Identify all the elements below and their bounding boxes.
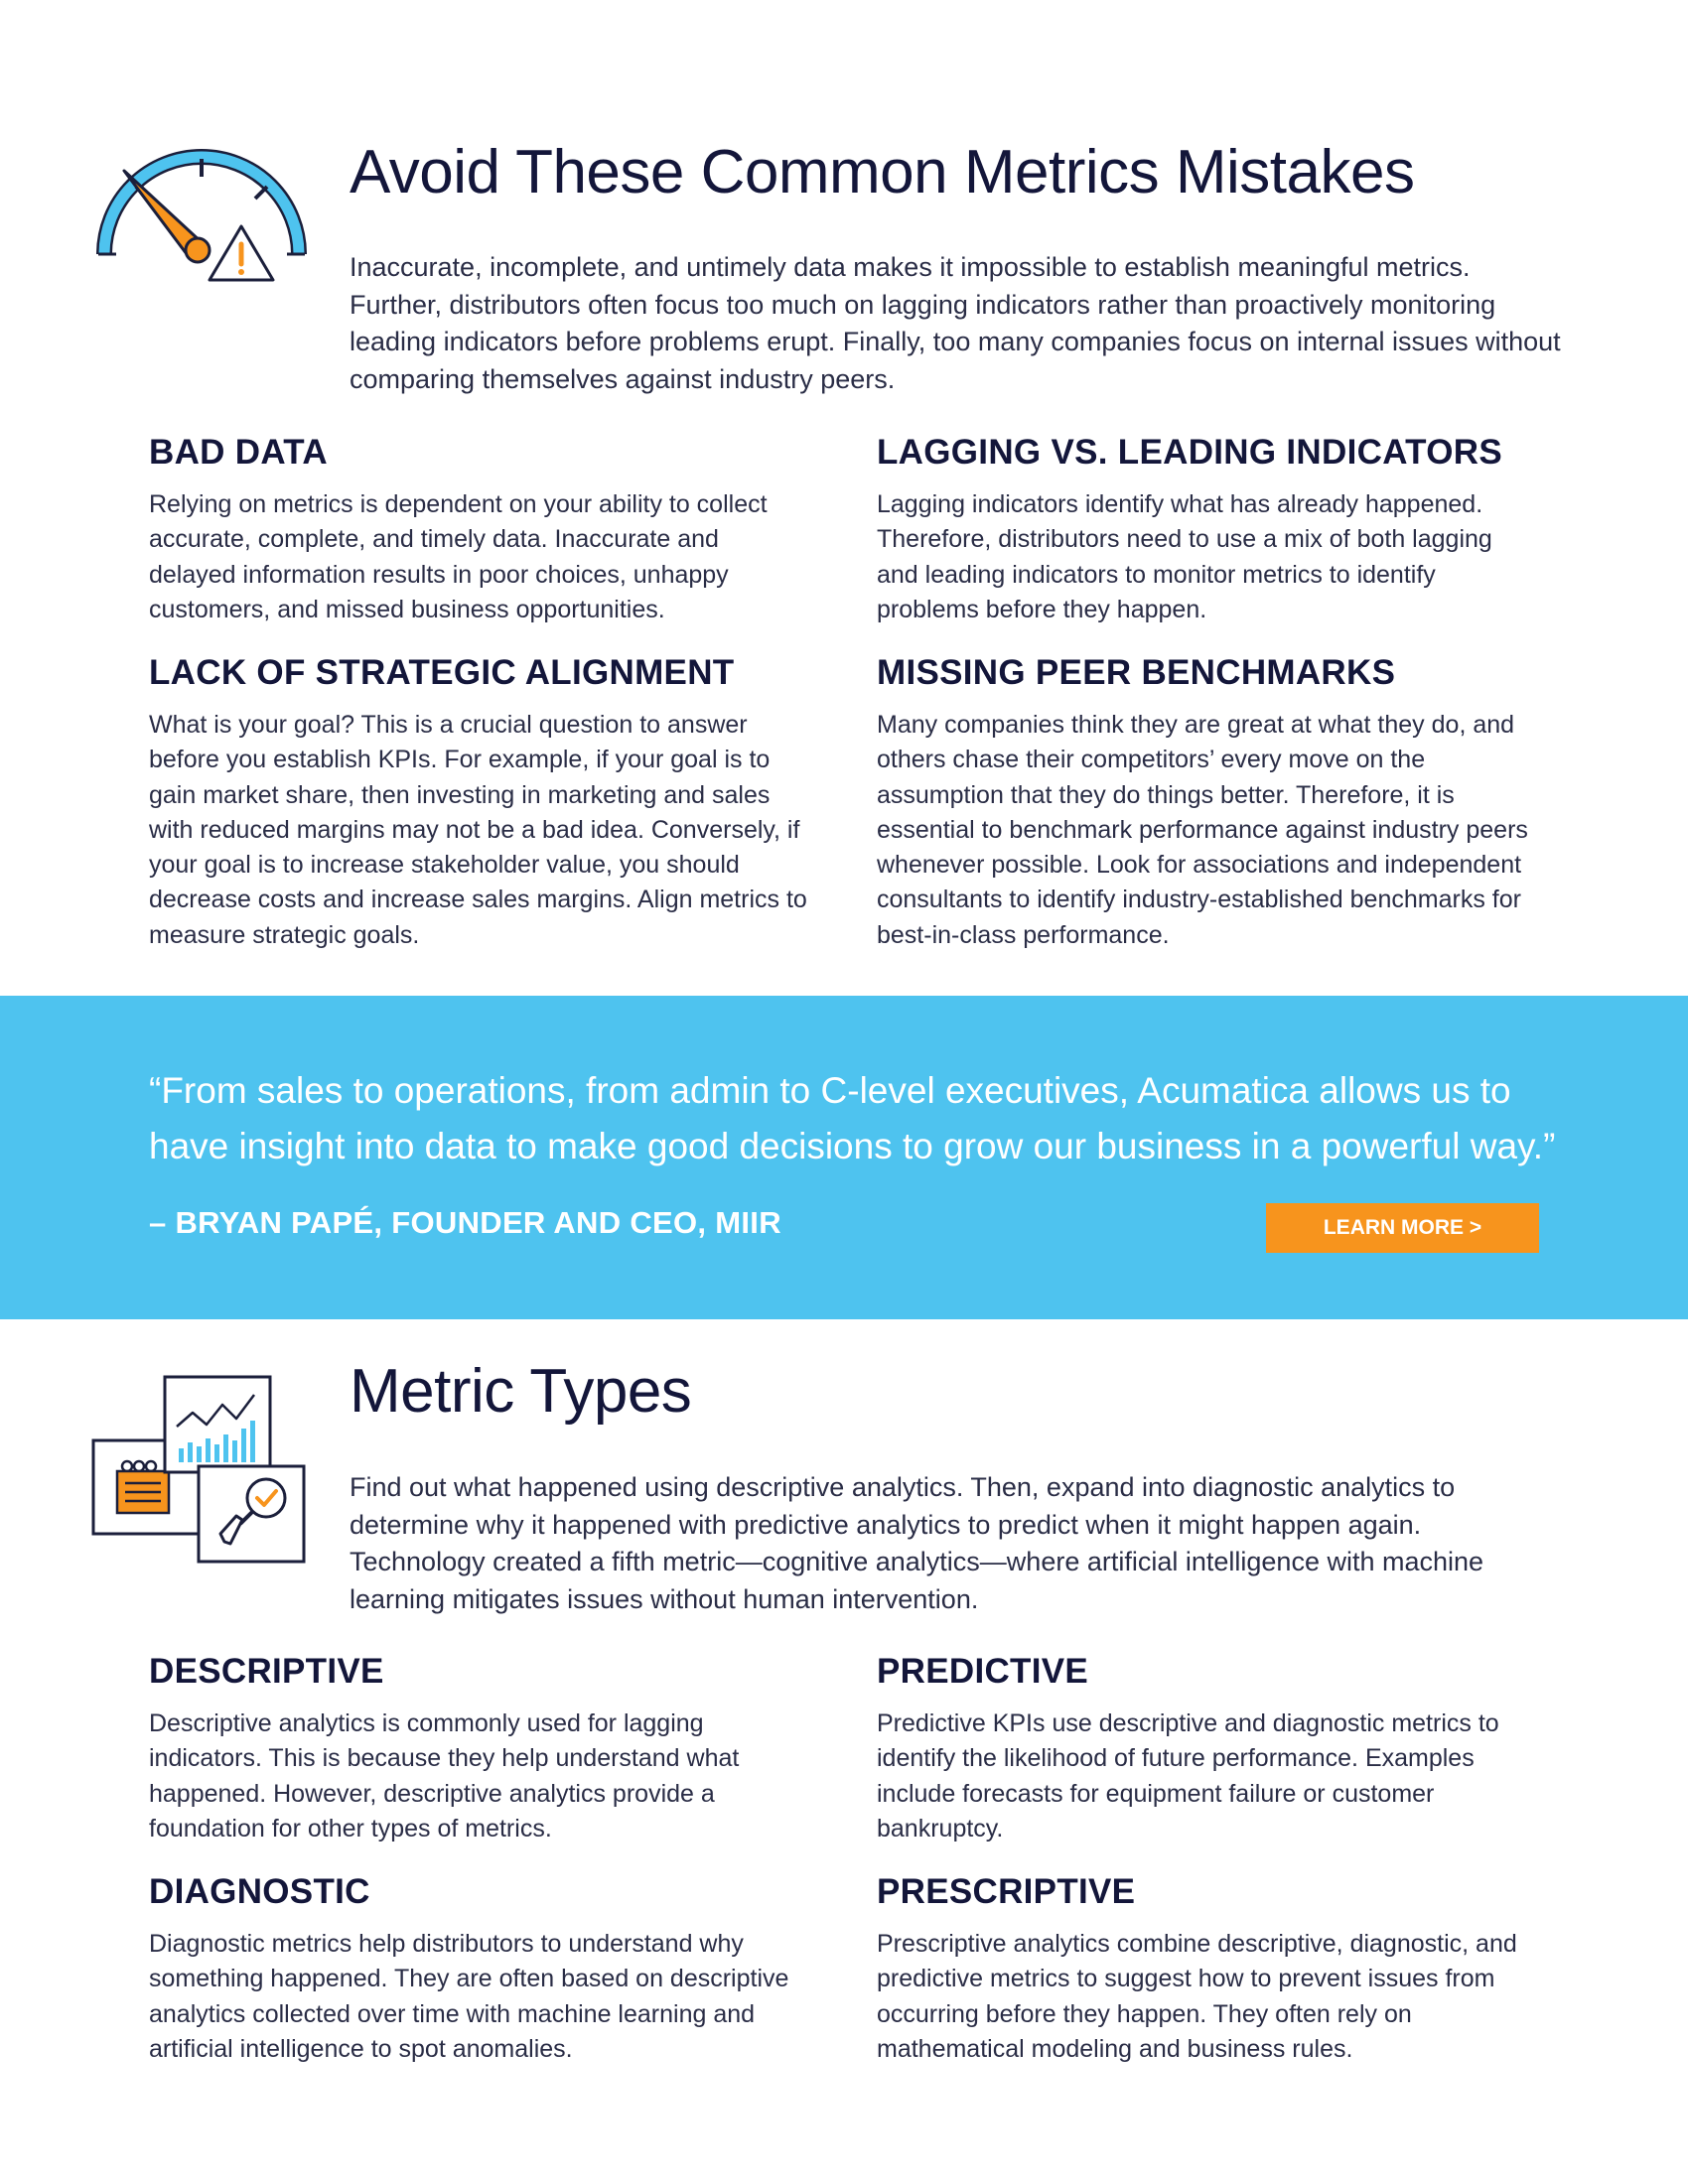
analytics-documents-icon (91, 1375, 310, 1566)
diagnostic-heading: DIAGNOSTIC (149, 1872, 370, 1911)
strategic-alignment-body: What is your goal? This is a crucial question to answer before you establish KPIs. For example, if your goal is to gain market share, then investing in marketing and sales with reduced margins may not be a bad idea. Conversely, if your goal is to increase stakeholder value, you should decrease costs and increase sales margins. Align metrics to measure strategic goals. (149, 711, 807, 949)
testimonial-author: – BRYAN PAPÉ, FOUNDER AND CEO, MIIR (149, 1205, 781, 1240)
lagging-leading-body: Lagging indicators identify what has already happened. Therefore, distributors need to use a mix of both lagging and leading indicators to monitor metrics to identify problems before they happen. (877, 490, 1492, 623)
lagging-leading-heading: LAGGING VS. LEADING INDICATORS (877, 433, 1502, 472)
peer-benchmarks-heading: MISSING PEER BENCHMARKS (877, 653, 1396, 692)
strategic-alignment-heading: LACK OF STRATEGIC ALIGNMENT (149, 653, 735, 692)
predictive-heading: PREDICTIVE (877, 1652, 1089, 1691)
peer-benchmarks-body: Many companies think they are great at what they do, and others chase their competitors’ every move on the assumption that they do things better. Therefore, it is essential to benchmark performance against industry peers whenever possible. Look for associations and independent consultants to identify industry-established benchmarks for best-in-class performance. (877, 711, 1528, 949)
descriptive-heading: DESCRIPTIVE (149, 1652, 384, 1691)
speedometer-warning-icon (94, 147, 308, 286)
diagnostic-body: Diagnostic metrics help distributors to understand why something happened. They are often based on descriptive analytics collected over time with machine learning and artificial intelligence to spot anomalies. (149, 1930, 789, 2063)
bad-data-heading: BAD DATA (149, 433, 328, 472)
section2-title: Metric Types (350, 1357, 692, 1426)
section2-intro: Find out what happened using descriptive analytics. Then, expand into diagnostic analytics to determine why it happened with predictive analytics to predict when it might happen again. Technology created a fifth metric—cognitive analytics—where artificial intelligence with machine learning mitigates issues without human intervention. (350, 1472, 1484, 1614)
section1-intro: Inaccurate, incomplete, and untimely data makes it impossible to establish meaningful metrics. Further, distributors often focus too much on lagging indicators rather than proactively monitoring leading indicators before problems erupt. Finally, too many companies focus on internal issues without comparing themselves against industry peers. (350, 252, 1561, 394)
prescriptive-body: Prescriptive analytics combine descriptive, diagnostic, and predictive metrics to suggest how to prevent issues from occurring before they happen. They often rely on mathematical modeling and business rules. (877, 1930, 1517, 2063)
section1-title: Avoid These Common Metrics Mistakes (350, 138, 1415, 206)
prescriptive-heading: PRESCRIPTIVE (877, 1872, 1136, 1911)
bad-data-body: Relying on metrics is dependent on your ability to collect accurate, complete, and timely data. Inaccurate and delayed information results in poor choices, unhappy customers, and missed business opportunities. (149, 490, 768, 623)
predictive-body: Predictive KPIs use descriptive and diagnostic metrics to identify the likelihood of future performance. Examples include forecasts for equipment failure or customer bankruptcy. (877, 1709, 1499, 1843)
learn-more-button[interactable]: LEARN MORE > (1266, 1203, 1539, 1253)
testimonial-quote: “From sales to operations, from admin to C-level executives, Acumatica allows us to have insight into data to make good decisions to grow our business in a powerful way.” (149, 1070, 1556, 1166)
descriptive-body: Descriptive analytics is commonly used for lagging indicators. This is because they help understand what happened. However, descriptive analytics provide a foundation for other types of metrics. (149, 1709, 740, 1843)
testimonial-band (0, 996, 1688, 1319)
